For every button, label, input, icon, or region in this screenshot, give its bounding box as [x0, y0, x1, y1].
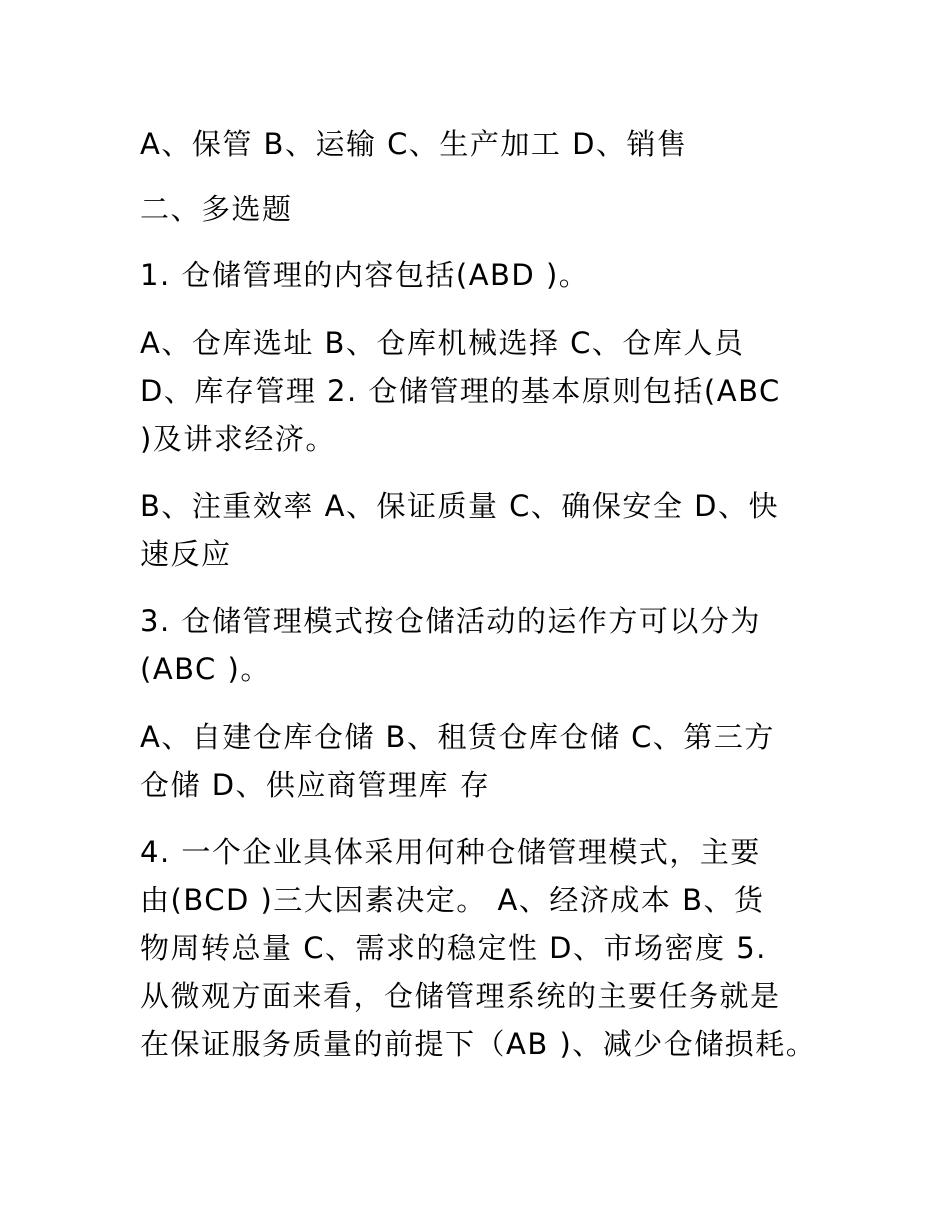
question-1-options-line-2: D、库存管理 2. 仓储管理的基本原则包括(ABC — [140, 374, 781, 408]
section-heading-multiple-choice: 二、多选题 — [140, 192, 293, 226]
question-2-text-continued: )及讲求经济。 — [140, 422, 336, 456]
question-4-options-line: 物周转总量 C、需求的稳定性 D、市场密度 5. — [140, 931, 767, 965]
question-1-text: 1. 仓储管理的内容包括(ABD )。 — [140, 258, 590, 292]
question-4-text-line-2: 由(BCD )三大因素决定。 A、经济成本 B、货 — [140, 883, 765, 917]
question-3-options-line-2: 仓储 D、供应商管理库 存 — [140, 768, 491, 802]
question-1-options-line-1: A、仓库选址 B、仓库机械选择 C、仓库人员 — [140, 326, 745, 360]
question-3-text-line-1: 3. 仓储管理模式按仓储活动的运作方可以分为 — [140, 604, 761, 638]
question-5-text-line-2: 在保证服务质量的前提下（AB )、减少仓储损耗。 — [140, 1027, 817, 1061]
question-3-text-line-2: (ABC )。 — [140, 652, 271, 686]
question-2-options-line-1: B、注重效率 A、保证质量 C、确保安全 D、快 — [140, 489, 779, 523]
question-3-options-line-1: A、自建仓库仓储 B、租赁仓库仓储 C、第三方 — [140, 720, 775, 754]
question-2-options-line-2: 速反应 — [140, 537, 232, 571]
question-4-text-line-1: 4. 一个企业具体采用何种仓储管理模式，主要 — [140, 835, 761, 869]
option-line-storage-functions: A、保管 B、运输 C、生产加工 D、销售 — [140, 127, 688, 161]
question-5-text-line-1: 从微观方面来看，仓储管理系统的主要任务就是 — [140, 979, 781, 1013]
